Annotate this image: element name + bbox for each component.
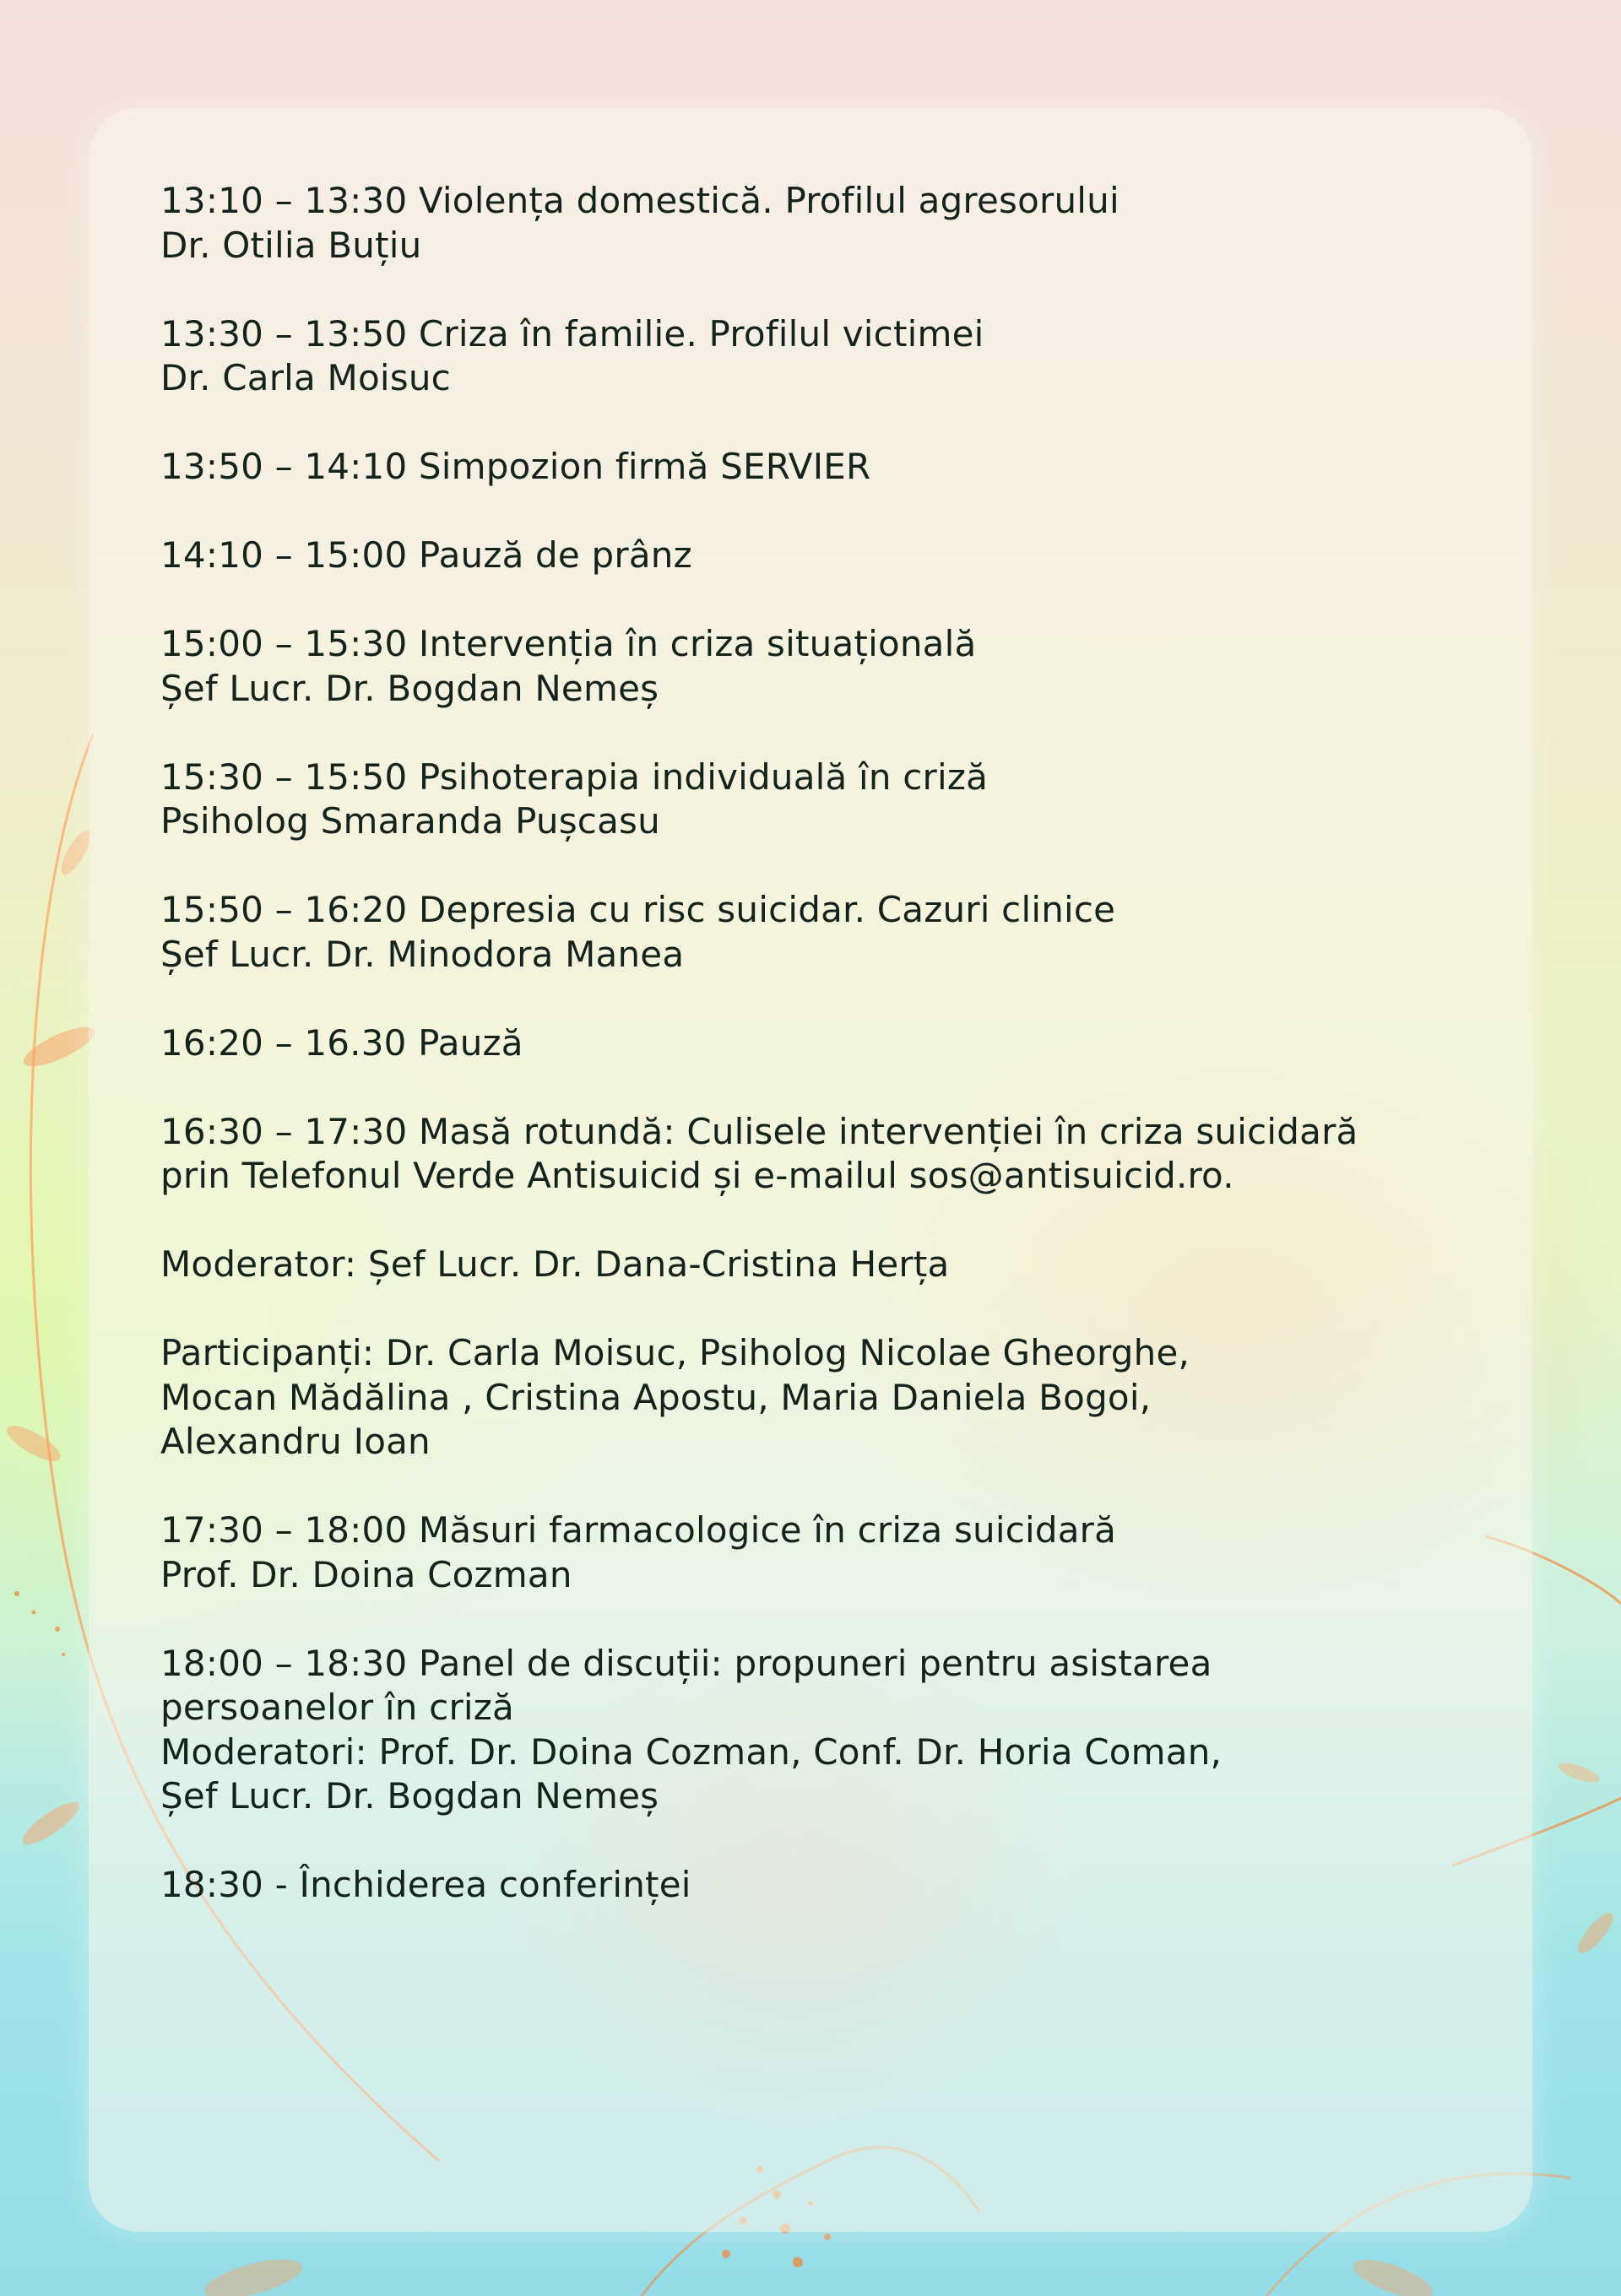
petal [1349,2252,1438,2296]
program-entry-line: 13:50 – 14:10 Simpozion firmă SERVIER [160,446,871,487]
program-entry [160,1110,1477,1199]
program-entry-line: Psiholog Smaranda Pușcasu [160,800,660,842]
petal [1573,1909,1618,1958]
program-entry-line: Moderatori: Prof. Dr. Doina Cozman, Conf. Dr. Horia Coman, [160,1730,1223,1773]
program-entry-line: Alexandru Ioan [160,1421,431,1462]
program-entry-line: Prof. Dr. Doina Cozman [160,1553,572,1595]
program-entry-line: 17:30 – 18:00 Măsuri farmacologice în criza suicidară [160,1509,1117,1551]
program-entry-line: 18:30 - Închiderea conferinței [160,1864,691,1905]
program-entry [160,1243,1477,1287]
program-entry [160,755,1477,844]
petal [17,1795,84,1851]
program-entry-line: Dr. Carla Moisuc [160,357,451,398]
program-entry-line: 16:20 – 16.30 Pauză [160,1021,523,1064]
program-entry-line: prin Telefonul Verde Antisuicid și e-mailul sos@antisuicid.ro. [160,1155,1234,1196]
program-entry-line: 18:00 – 18:30 Panel de discuții: propuneri pentru asistarea [160,1642,1212,1684]
program-entry-line: 14:10 – 15:00 Pauză de prânz [160,534,692,576]
program-entry [160,445,1477,490]
program-entry-line: Moderator: Șef Lucr. Dr. Dana-Cristina Herța [160,1243,950,1285]
program-entry-line: 13:30 – 13:50 Criza în familie. Profilul victimei [160,312,984,355]
program-entry-line: 13:10 – 13:30 Violența domestică. Profilul agresorului [160,180,1120,221]
program-entry-line: 15:50 – 16:20 Depresia cu risc suicidar. Cazuri clinice [160,889,1116,930]
program-entry-line: 15:30 – 15:50 Psihoterapia individuală în criză [160,755,989,798]
program-entry-line: Mocan Mădălina , Cristina Apostu, Maria Daniela Bogoi, [160,1376,1152,1418]
program-entry [160,1642,1477,1819]
program-entry-line: persoanelor în criză [160,1687,514,1728]
program-entry [160,1508,1477,1597]
program-entry [160,179,1477,268]
program-entry [160,888,1477,977]
program-entry [160,1331,1477,1465]
program-entry [160,533,1477,578]
petal [3,1420,65,1468]
program-entry-line: Dr. Otilia Buțiu [160,224,422,266]
petal [200,2251,306,2296]
program-entry-line: 15:00 – 15:30 Intervenția în criza situațională [160,623,977,664]
program-entry [160,1021,1477,1066]
program-entry-line: Șef Lucr. Dr. Bogdan Nemeș [160,667,659,709]
program-entry-line: Șef Lucr. Dr. Bogdan Nemeș [160,1775,659,1817]
program-entry [160,622,1477,711]
program-entry-line: Șef Lucr. Dr. Minodora Manea [160,933,685,975]
program-entry [160,1863,1477,1908]
program-entry-line: Participanți: Dr. Carla Moisuc, Psiholog Nicolae Gheorghe, [160,1332,1190,1373]
program-entry [160,312,1477,401]
program-entry-line: 16:30 – 17:30 Masă rotundă: Culisele intervenției în criza suicidară [160,1110,1358,1152]
petal [19,1020,99,1074]
program-list [160,179,1477,1952]
petal [1556,1759,1602,1787]
